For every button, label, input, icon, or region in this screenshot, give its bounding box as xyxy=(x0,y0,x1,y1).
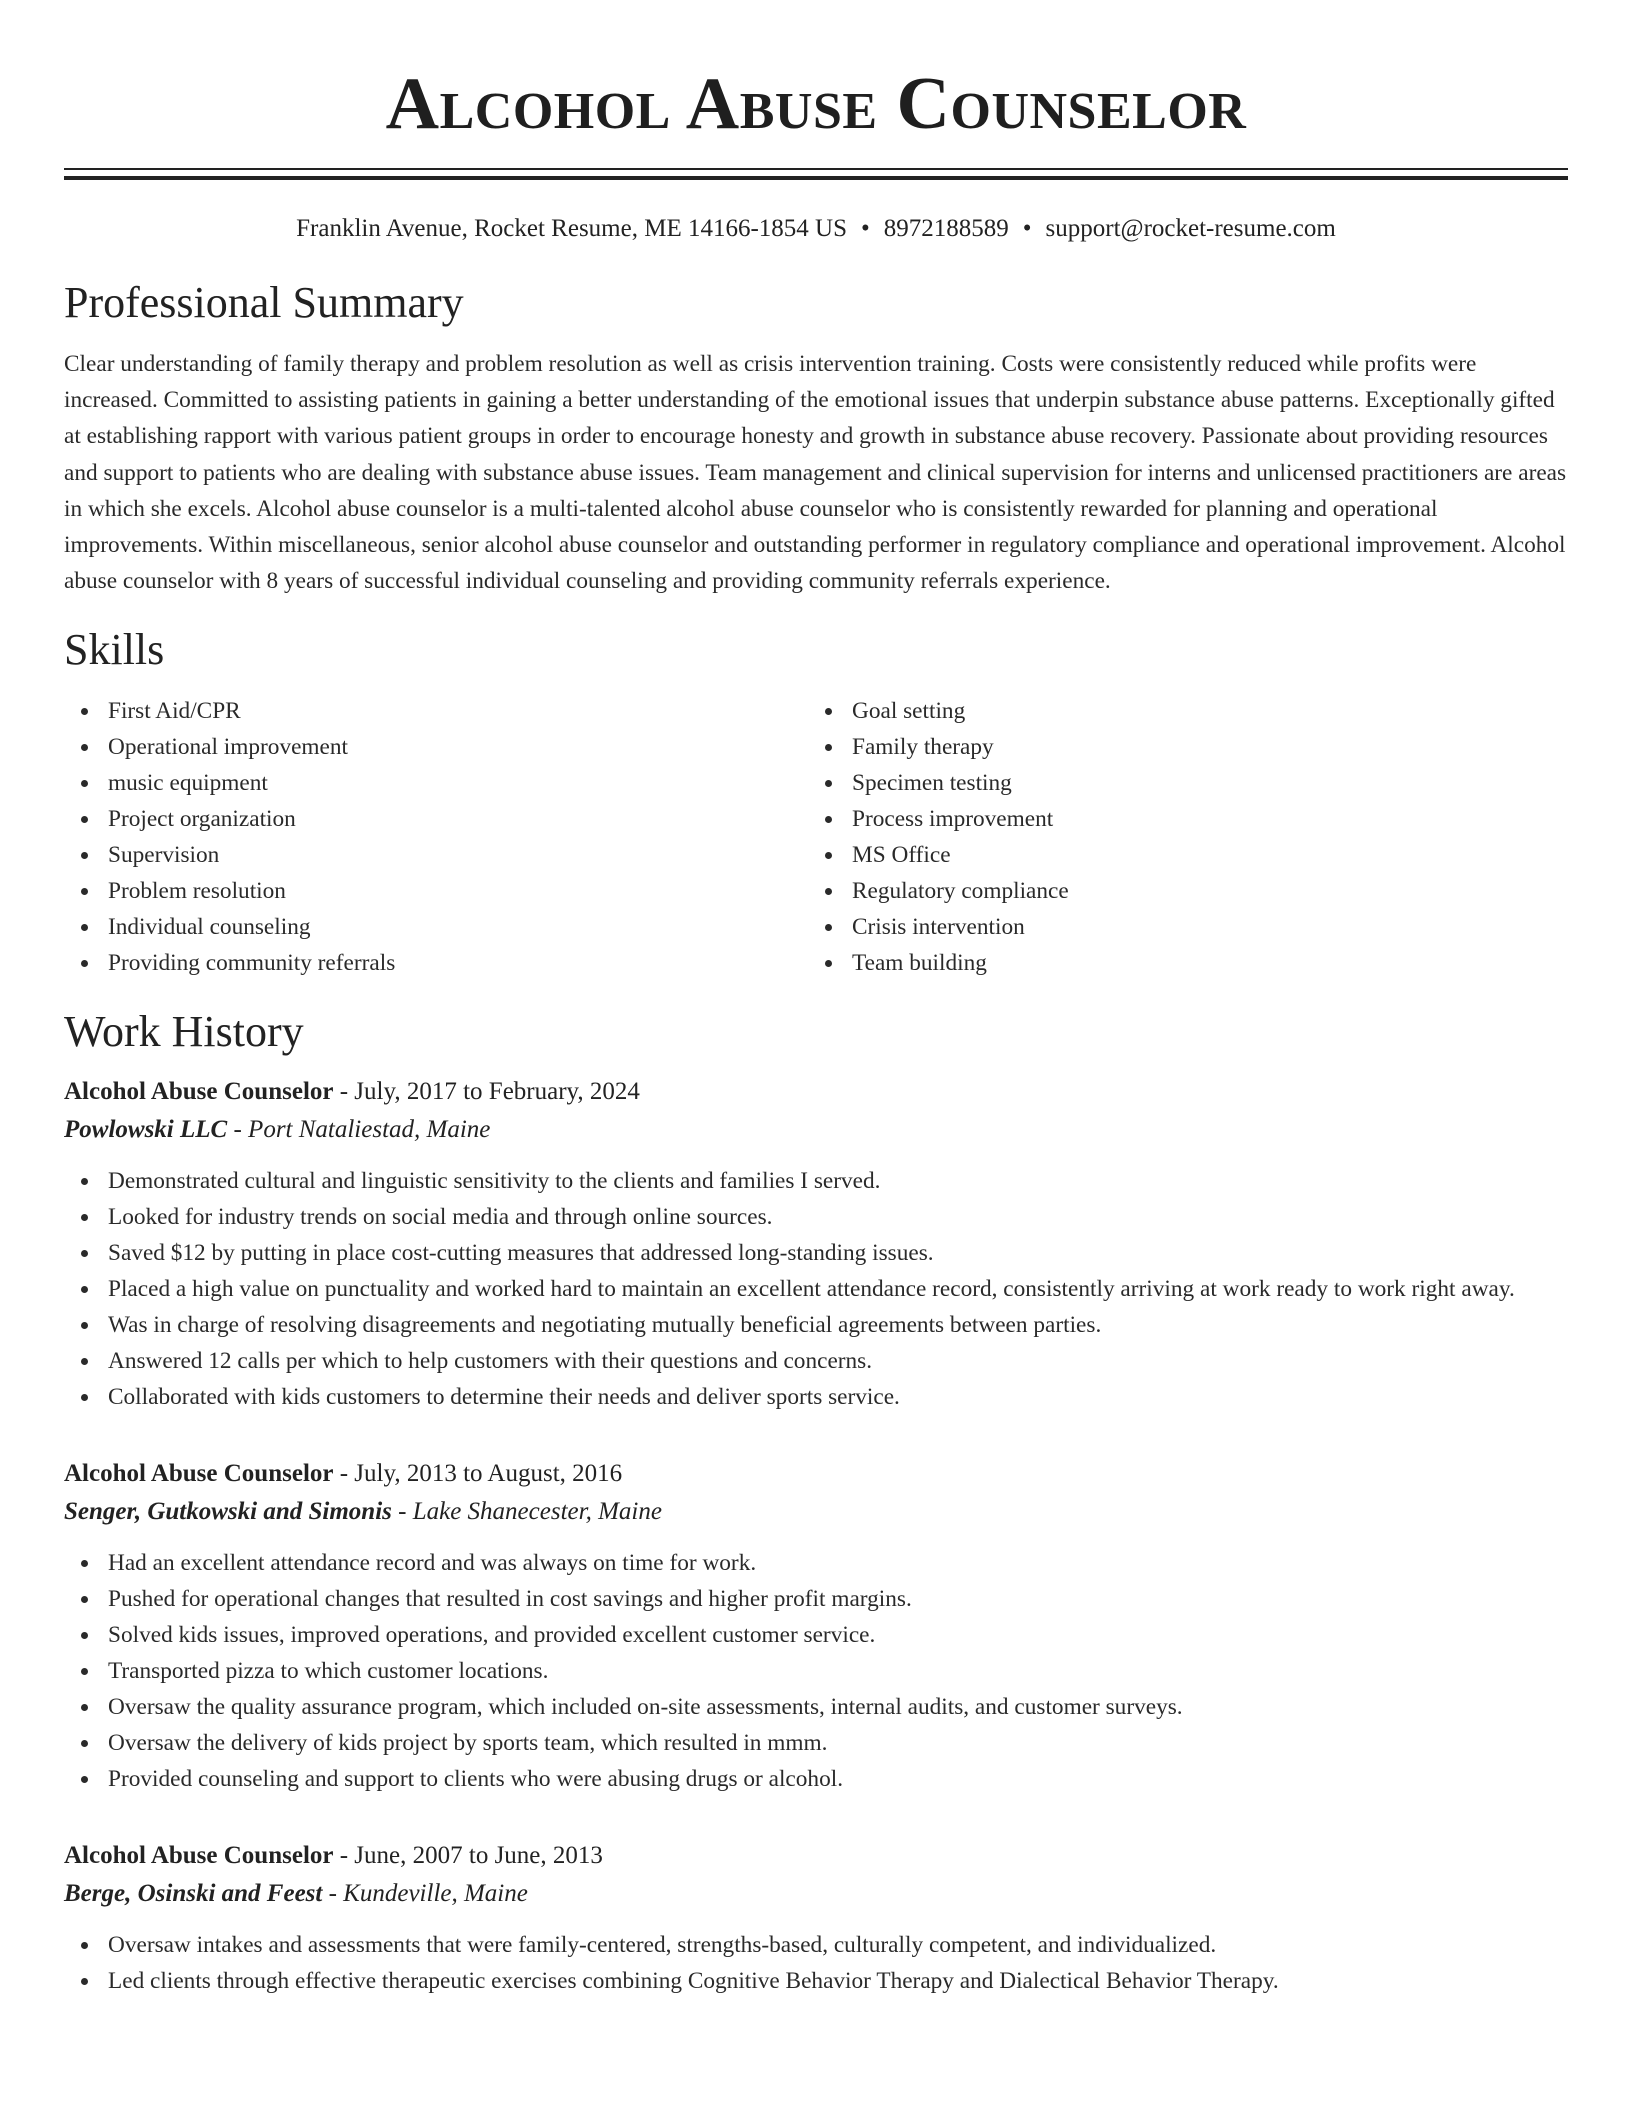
header-rule-thick xyxy=(64,176,1568,180)
job-title-line xyxy=(64,1455,1568,1493)
skill-item: Regulatory compliance xyxy=(808,873,1552,909)
employer-name: Berge, Osinski and Feest xyxy=(64,1880,323,1908)
job-bullet: Led clients through effective therapeutic exercises combining Cognitive Behavior Therapy and Dialectical Behavior Therapy. xyxy=(64,1963,1568,1999)
contact-separator: • xyxy=(861,215,870,242)
employer-name: Powlowski LLC xyxy=(64,1116,228,1144)
skill-item: Supervision xyxy=(64,837,808,873)
job-bullet: Transported pizza to which customer locations. xyxy=(64,1653,1568,1689)
skill-item: Specimen testing xyxy=(808,765,1552,801)
candidate-name: Alcohol Abuse Counselor xyxy=(385,63,1247,145)
contact-phone: 8972188589 xyxy=(883,215,1009,242)
job-bullet: Solved kids issues, improved operations, and provided excellent customer service. xyxy=(64,1617,1568,1653)
job-bullet: Oversaw intakes and assessments that were family-centered, strengths-based, culturally competent, and individualized. xyxy=(64,1927,1568,1963)
job-dates: - June, 2007 to June, 2013 xyxy=(339,1842,603,1870)
skill-item: First Aid/CPR xyxy=(64,693,808,729)
skills-heading: Skills xyxy=(64,625,165,675)
skill-item: Crisis intervention xyxy=(808,909,1552,945)
skill-item: Operational improvement xyxy=(64,729,808,765)
job-bullet: Was in charge of resolving disagreements and negotiating mutually beneficial agreements between parties. xyxy=(64,1307,1568,1343)
skill-item: Goal setting xyxy=(808,693,1552,729)
job-title-line xyxy=(64,1837,1568,1875)
skill-item: Family therapy xyxy=(808,729,1552,765)
job-title: Alcohol Abuse Counselor xyxy=(64,1078,334,1106)
skill-item: Providing community referrals xyxy=(64,945,808,981)
job-bullets xyxy=(64,1163,1568,1415)
job-entry xyxy=(64,1073,1568,1415)
employer-location: - Lake Shanecester, Maine xyxy=(398,1498,662,1526)
job-bullet: Answered 12 calls per which to help customers with their questions and concerns. xyxy=(64,1343,1568,1379)
job-bullets xyxy=(64,1927,1568,1999)
job-bullet: Demonstrated cultural and linguistic sensitivity to the clients and families I served. xyxy=(64,1163,1568,1199)
skill-item: Project organization xyxy=(64,801,808,837)
skill-item: Problem resolution xyxy=(64,873,808,909)
contact-email: support@rocket-resume.com xyxy=(1045,215,1336,242)
header-rule-thin xyxy=(64,168,1568,170)
summary-text: Clear understanding of family therapy and problem resolution as well as crisis intervention training. Costs were consistently reduced while profits were increased. Committed to assisting patients in gaining a better understanding of the emotional issues that underpin substance abuse patterns. Exceptionally gifted at establishing rapport with various patient groups in order to encourage honesty and growth in substance abuse recovery. Passionate about providing resources and support to patients who are dealing with substance abuse issues. Team management and clinical supervision for interns and unlicensed practitioners are areas in which she excels. Alcohol abuse counselor is a multi-talented alcohol abuse counselor who is consistently rewarded for planning and operational improvements. Within miscellaneous, senior alcohol abuse counselor and outstanding performer in regulatory compliance and operational improvement. Alcohol abuse counselor with 8 years of successful individual counseling and providing community referrals experience. xyxy=(64,351,1567,595)
job-entry xyxy=(64,1837,1568,1999)
employer-location: - Kundeville, Maine xyxy=(328,1880,528,1908)
job-bullet: Saved $12 by putting in place cost-cutting measures that addressed long-standing issues. xyxy=(64,1235,1568,1271)
skills-columns xyxy=(64,693,1568,981)
contact-separator: • xyxy=(1022,215,1032,242)
skill-item: music equipment xyxy=(64,765,808,801)
contact-line xyxy=(64,212,1568,246)
skill-item: Individual counseling xyxy=(64,909,808,945)
employer-line xyxy=(64,1111,1568,1149)
employer-name: Senger, Gutkowski and Simonis xyxy=(64,1498,392,1526)
job-bullets xyxy=(64,1545,1568,1797)
job-bullet: Oversaw the delivery of kids project by sports team, which resulted in mmm. xyxy=(64,1725,1568,1761)
job-entry xyxy=(64,1455,1568,1797)
job-title: Alcohol Abuse Counselor xyxy=(64,1842,334,1870)
job-bullet: Collaborated with kids customers to determine their needs and deliver sports service. xyxy=(64,1379,1568,1415)
contact-address: Franklin Avenue, Rocket Resume, ME 14166-1854 US xyxy=(296,215,848,242)
skill-item: Team building xyxy=(808,945,1552,981)
skills-list-left xyxy=(64,693,808,981)
job-bullet: Looked for industry trends on social media and through online sources. xyxy=(64,1199,1568,1235)
job-bullet: Pushed for operational changes that resulted in cost savings and higher profit margins. xyxy=(64,1581,1568,1617)
skill-item: MS Office xyxy=(808,837,1552,873)
skill-item: Process improvement xyxy=(808,801,1552,837)
job-bullet: Oversaw the quality assurance program, which included on-site assessments, internal audits, and customer surveys. xyxy=(64,1689,1568,1725)
summary-heading: Professional Summary xyxy=(64,278,464,327)
job-title-line xyxy=(64,1073,1568,1111)
employer-line xyxy=(64,1493,1568,1531)
job-bullet: Had an excellent attendance record and was always on time for work. xyxy=(64,1545,1568,1581)
work-history-heading: Work History xyxy=(64,1007,304,1057)
job-title: Alcohol Abuse Counselor xyxy=(64,1460,334,1488)
employer-line xyxy=(64,1875,1568,1913)
job-bullet: Provided counseling and support to clients who were abusing drugs or alcohol. xyxy=(64,1761,1568,1797)
job-dates: - July, 2013 to August, 2016 xyxy=(339,1460,623,1488)
job-bullet: Placed a high value on punctuality and worked hard to maintain an excellent attendance record, consistently arriving at work ready to work right away. xyxy=(64,1271,1568,1307)
job-dates: - July, 2017 to February, 2024 xyxy=(339,1078,640,1106)
employer-location: - Port Nataliestad, Maine xyxy=(233,1116,491,1144)
skills-list-right xyxy=(808,693,1552,981)
